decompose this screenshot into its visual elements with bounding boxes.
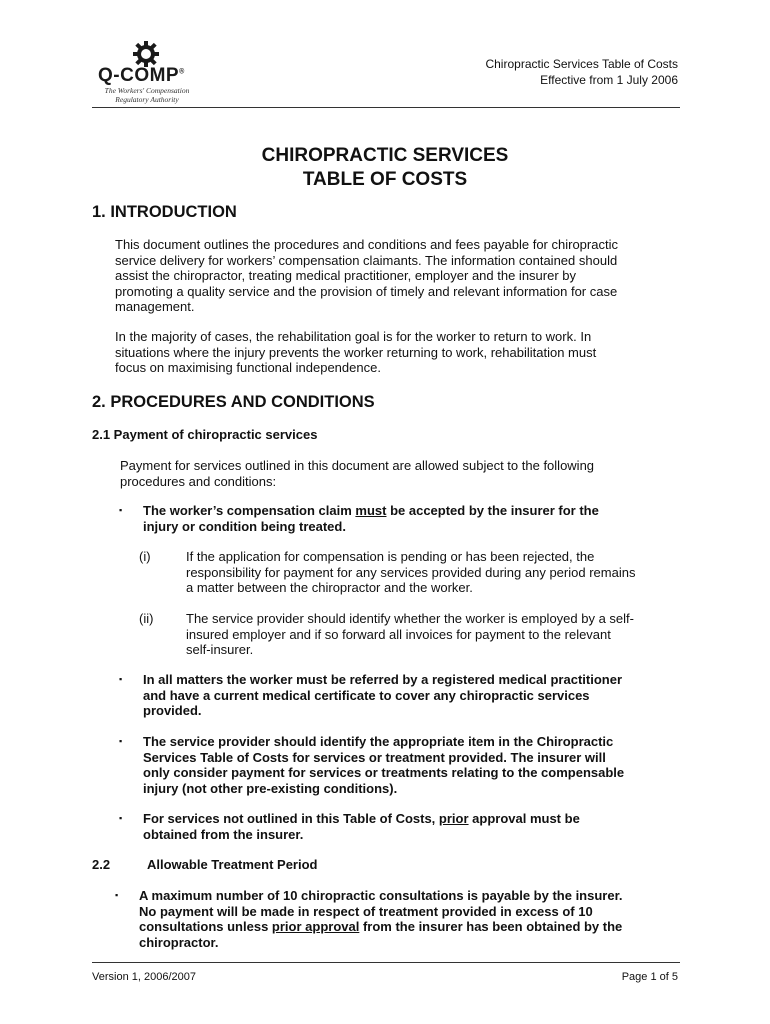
bullet-marker: ▪: [119, 813, 123, 823]
bullet-identify-item: The service provider should identify the appropriate item in the Chiropractic Services Table of Costs for services or treatment provided. The insurer will only consider payment for services or treatments relating to the compensable injury (not other pre-existing conditions).: [143, 734, 625, 796]
bullet-referral: In all matters the worker must be referred by a registered medical practitioner and have a current medical certificate to cover any chiropractic services provided.: [143, 672, 623, 719]
bullet-max-consultations: A maximum number of 10 chiropractic consultations is payable by the insurer. No payment will be made in respect of treatment provided in excess of 10 consultations unless prior approval from the insurer has been obtained by the chiropractor.: [139, 888, 623, 950]
bullet-prior-approval: For services not outlined in this Table of Costs, prior approval must be obtained from the insurer.: [143, 811, 580, 842]
header-doc-title: Chiropractic Services Table of Costs: [485, 57, 678, 71]
intro-paragraph-2: In the majority of cases, the rehabilitation goal is for the worker to return to work. In situations where the injury prevents the worker returning to work, rehabilitation must focus on maximising functional independence.: [115, 329, 597, 376]
item-number: (i): [139, 549, 151, 564]
logo-tagline: The Workers' Compensation Regulatory Authority: [104, 86, 190, 104]
footer-version: Version 1, 2006/2007: [92, 971, 196, 983]
section-1-heading: 1. INTRODUCTION: [92, 203, 237, 221]
item-self-insured: The service provider should identify whether the worker is employed by a self- insured employer and if so forward all invoices for payment to the relevant self-insurer.: [186, 611, 634, 658]
subsection-2-2-heading: Allowable Treatment Period: [147, 857, 318, 872]
bullet-marker: ▪: [119, 674, 123, 684]
bullet-marker: ▪: [115, 890, 119, 900]
running-header: [485, 56, 678, 88]
subsection-2-1-heading: 2.1 Payment of chiropractic services: [92, 427, 318, 442]
bullet-marker: ▪: [119, 736, 123, 746]
subsection-2-2-number: 2.2: [92, 857, 111, 872]
logo-wordmark: Q-COMP®: [98, 65, 185, 86]
footer-divider: [92, 962, 680, 963]
footer-page-number: Page 1 of 5: [621, 971, 678, 983]
document-title: CHIROPRACTIC SERVICES TABLE OF COSTS: [261, 145, 509, 190]
item-pending-application: If the application for compensation is pending or has been rejected, the responsibility for payment for any services provided during any period remains a matter between the chiropractor and the worker.: [186, 549, 636, 596]
intro-paragraph-1: This document outlines the procedures and conditions and fees payable for chiropractic service delivery for workers’ compensation claimants. The information contained should assist the chiropractor, treating medical practitioner, employer and the insurer by promoting a quality service and the provision of timely and relevant information for case management.: [115, 237, 618, 315]
header-effective-date: Effective from 1 July 2006: [540, 73, 678, 87]
gear-icon: [132, 40, 160, 68]
item-number: (ii): [139, 611, 154, 626]
qcomp-logo: [88, 40, 208, 112]
bullet-claim-accepted: The worker’s compensation claim must be accepted by the insurer for the injury or condition being treated.: [143, 503, 599, 534]
bullet-marker: ▪: [119, 505, 123, 515]
payment-intro: Payment for services outlined in this document are allowed subject to the following procedures and conditions:: [120, 458, 595, 489]
header-divider: [92, 107, 680, 108]
section-2-heading: 2. PROCEDURES AND CONDITIONS: [92, 393, 375, 411]
